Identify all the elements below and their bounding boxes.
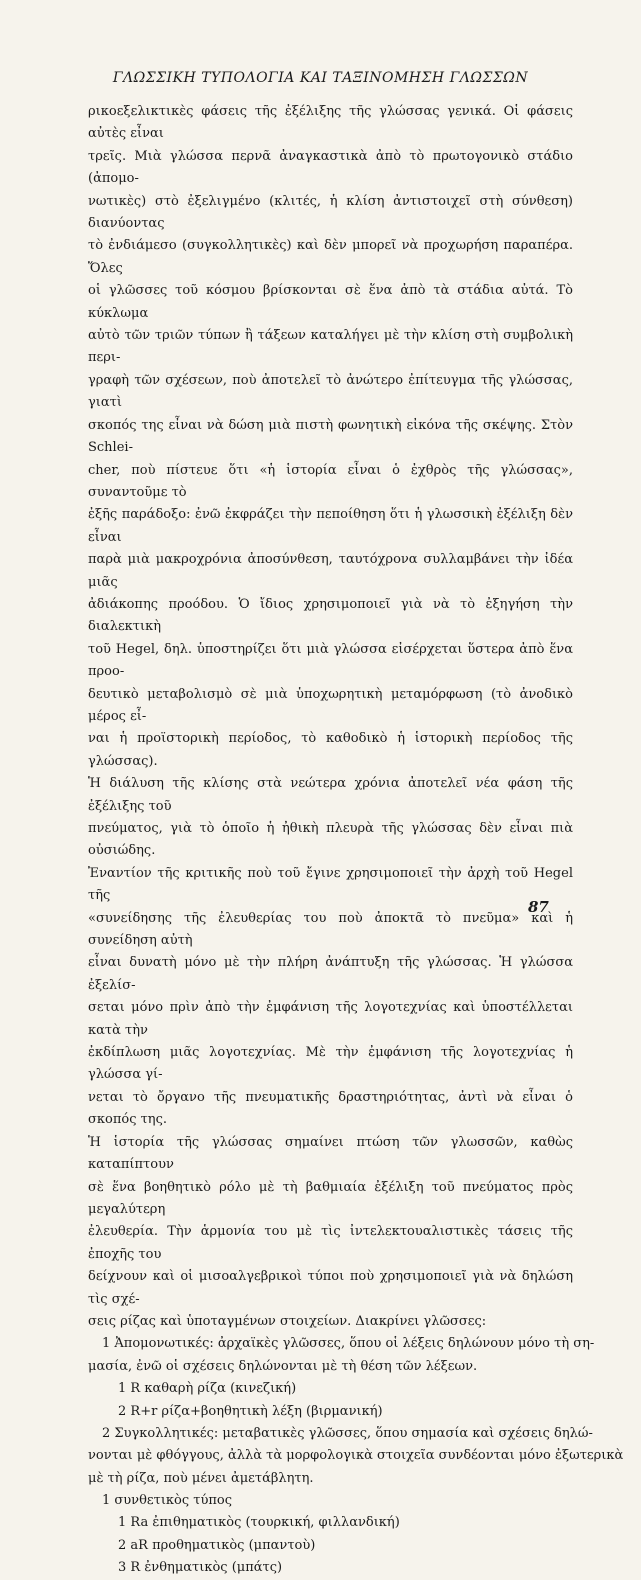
list-line: 3 R ἐνθηματικὸς (μπάτς) [118, 1560, 283, 1576]
list-line: μασία, ἐνῶ οἱ σχέσεις δηλώνονται μὲ τὴ θέση τῶν λέξεων. [88, 1358, 478, 1374]
list-line: 1 Ἀπομονωτικές: ἀρχαϊκὲς γλῶσσες, ὅπου οἱ λέξεις δηλώνουν μόνο τὴ ση- [102, 1336, 595, 1352]
list-line: 2 aR προθηματικὸς (μπαντοὺ) [118, 1537, 316, 1553]
page-number: 87 [528, 898, 549, 916]
list-line: 2 R+r ρίζα+βοηθητικὴ λέξη (βιρμανική) [118, 1403, 383, 1419]
list-line: 1 συνθετικὸς τύπος [102, 1493, 233, 1509]
body-paragraph: ρικοεξελικτικὲς φάσεις τῆς ἐξέλιξης τῆς γλώσσας γενικά. Οἱ φάσεις αὐτὲς εἶναι τρεῖς. Μιὰ γλώσσα περνᾶ ἀναγκαστικὰ ἀπὸ τὸ πρωτογονικὸ στάδιο (ἀπομο- νωτικὲς) στὸ ἐξελιγμένο (κλιτές, ἡ κλίση ἀντιστοιχεῖ στὴ σύνθεση) διανύοντας τὸ ἐνδιάμεσο (συγκολλητικὲς) καὶ δὲν μπορεῖ νὰ προχωρήση παραπέρα. Ὅλες οἱ γλῶσσες τοῦ κόσμου βρίσκονται σὲ ἕνα ἀπὸ τὰ στάδια αὐτά. Τὸ κύκλωμα αὐτὸ τῶν τριῶν τύπων ἢ τάξεων καταλήγει μὲ τὴν κλίση στὴ συμβολικὴ περι- γραφὴ τῶν σχέσεων, ποὺ ἀποτελεῖ τὸ ἀνώτερο ἐπίτευγμα τῆς γλώσσας, γιατὶ σκοπός της εἶναι νὰ δώση μιὰ πιστὴ φωνητικὴ εἰκόνα τῆς σκέψης. Στὸν Schlei- cher, ποὺ πίστευε ὅτι «ἡ ἱστορία εἶναι ὁ ἐχθρὸς τῆς γλώσσας», συναντοῦμε τὸ ἐξῆς παράδοξο: ἐνῶ ἐκφράζει τὴν πεποίθηση ὅτι ἡ γλωσσικὴ ἐξέλιξη δὲν εἶναι παρὰ μιὰ μακροχρόνια ἀποσύνθεση, ταυτόχρονα συλλαμβάνει τὴν ἰδέα μιᾶς ἀδιάκοπης προόδου. Ὁ ἴδιος χρησιμοποιεῖ γιὰ νὰ τὸ ἐξηγήση τὴν διαλεκτικὴ τοῦ Hegel, δηλ. ὑποστηρίζει ὅτι μιὰ γλώσσα εἰσέρχεται ὕστερα ἀπὸ ἕνα προο- δευτικὸ μεταβολισμὸ σὲ μιὰ ὑποχωρητικὴ μεταμόρφωση (τὸ ἀνοδικὸ μέρος εἶ- ναι ἡ προϊστορικὴ περίοδος, τὸ καθοδικὸ ἡ ἱστορικὴ περίοδος τῆς γλώσσας). Ἡ διάλυση τῆς κλίσης στὰ νεώτερα χρόνια ἀποτελεῖ νέα φάση τῆς ἐξέλιξης τοῦ πνεύματος, γιὰ τὸ ὁποῖο ἡ ἠθικὴ πλευρὰ τῆς γλώσσας δὲν εἶναι πιὰ οὐσιώδης. Ἐναντίον τῆς κριτικῆς ποὺ τοῦ ἔγινε χρησιμοποιεῖ τὴν ἀρχὴ τοῦ Hegel τῆς «συνείδησης τῆς ἐλευθερίας του ποὺ ἀποκτᾶ τὸ πνεῦμα» καὶ ἡ συνείδηση αὐτὴ εἶναι δυνατὴ μόνο μὲ τὴν πλήρη ἀνάπτυξη τῆς γλώσσας. Ἡ γλώσσα ἐξελίσ- σεται μόνο πρὶν ἀπὸ τὴν ἐμφάνιση τῆς λογοτεχνίας καὶ ὑποστέλλεται κατὰ τὴν ἐκδίπλωση μιᾶς λογοτεχνίας. Μὲ τὴν ἐμφάνιση τῆς λογοτεχνίας ἡ γλώσσα γί- νεται τὸ ὄργανο τῆς πνευματικῆς δραστηριότητας, ἀντὶ νὰ εἶναι ὁ σκοπός της. Ἡ ἱστορία τῆς γλώσσας σημαίνει πτώση τῶν γλωσσῶν, καθὼς καταπίπτουν σὲ ἕνα βοηθητικὸ ρόλο μὲ τὴ βαθμιαία ἐξέλιξη τοῦ πνεύματος πρὸς μεγαλύτερη ἐλευθερία. Τὴν ἁρμονία του μὲ τὶς ἰντελεκτουαλιστικὲς τάσεις τῆς ἐποχῆς του δείχνουν καὶ οἱ μισοαλγεβρικοὶ τύποι ποὺ χρησιμοποιεῖ γιὰ νὰ δηλώση τὶς σχέ- σεις ρίζας καὶ ὑποταγμένων στοιχείων. Διακρίνει γλῶσσες: [88, 104, 573, 1329]
list-line: μὲ τὴ ρίζα, ποὺ μένει ἀμετάβλητη. [88, 1470, 314, 1486]
list-line: 1 Ra ἐπιθηματικὸς (τουρκική, φιλλανδική) [118, 1515, 400, 1531]
running-header: ΓΛΩΣΣΙΚΗ ΤΥΠΟΛΟΓΙΑ ΚΑΙ ΤΑΞΙΝΟΜΗΣΗ ΓΛΩΣΣΩΝ [112, 70, 529, 86]
list-line: 1 R καθαρὴ ρίζα (κινεζική) [118, 1381, 297, 1397]
list-line: νονται μὲ φθόγγους, ἀλλὰ τὰ μορφολογικὰ στοιχεῖα συνδέονται μόνο ἐξωτερικὰ [88, 1448, 624, 1464]
page-body [88, 101, 624, 1580]
list-line: 2 Συγκολλητικές: μεταβατικὲς γλῶσσες, ὅπου σημασία καὶ σχέσεις δηλώ- [102, 1425, 593, 1441]
classification-list [88, 1333, 624, 1579]
